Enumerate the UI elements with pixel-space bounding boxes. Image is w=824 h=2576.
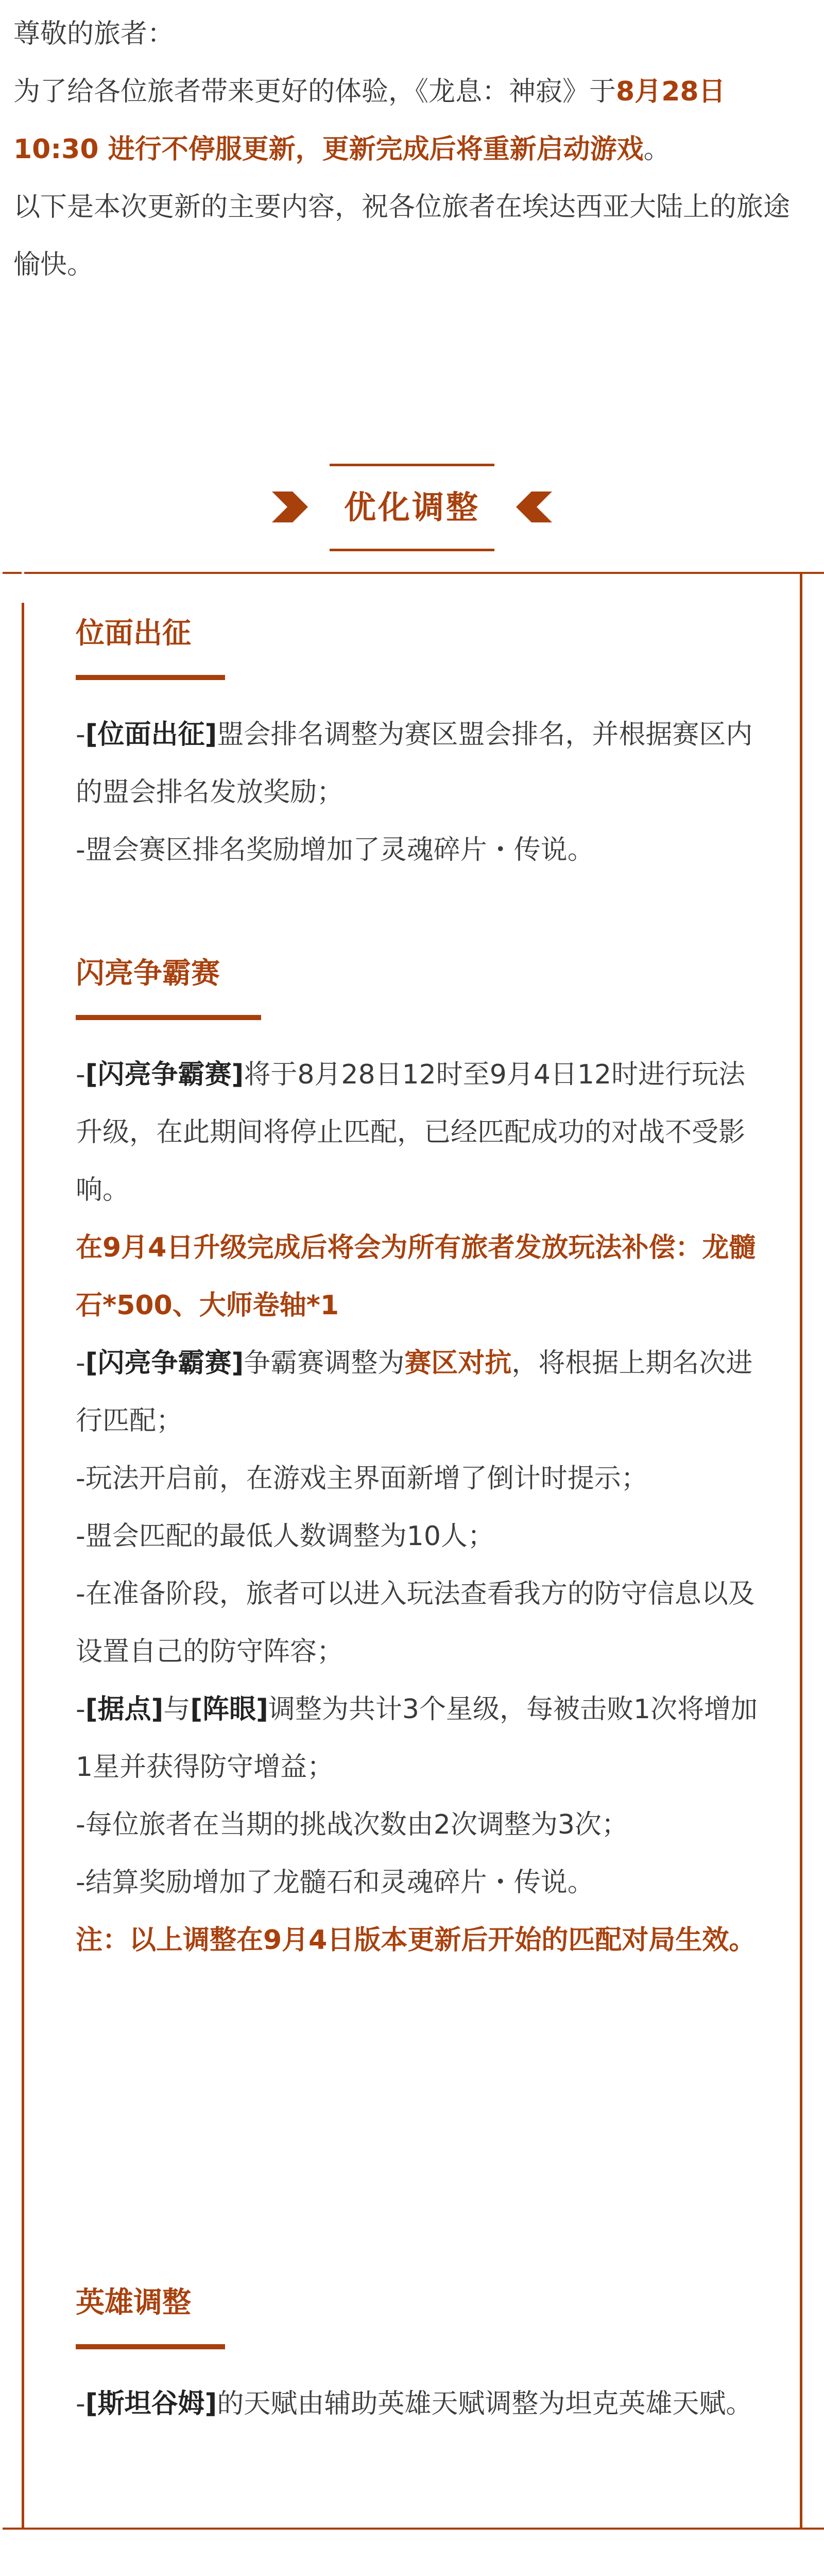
intro-paragraph-2: 以下是本次更新的主要内容，祝各位旅者在埃达西亚大陆上的旅途愉快。 bbox=[13, 192, 791, 280]
subheading-underline bbox=[76, 1015, 261, 1020]
section-box-optimization bbox=[22, 572, 802, 2530]
list-item: -每位旅者在当期的挑战次数由2次调整为3次； bbox=[76, 1809, 628, 1840]
box-top-rule bbox=[3, 572, 824, 574]
item-prefix: - bbox=[76, 835, 85, 866]
subheading-underline bbox=[76, 675, 225, 680]
section-title-optimization bbox=[0, 464, 824, 551]
item-tag: [闪亮争霸赛] bbox=[85, 1059, 244, 1090]
item-prefix: - bbox=[76, 1348, 85, 1379]
plane-expedition-list bbox=[76, 706, 766, 879]
item-prefix: - bbox=[76, 1694, 85, 1725]
item-prefix: - bbox=[76, 1059, 85, 1090]
box-bottom-rule bbox=[3, 2528, 824, 2530]
item-text: 调整为共计3个星级，每被击败1次将增加1星并获得防守增益； bbox=[76, 1694, 758, 1783]
item-tag: [据点] bbox=[85, 1694, 164, 1725]
list-item: -在准备阶段，旅者可以进入玩法查看我方的防守信息以及设置自己的防守阵容； bbox=[76, 1579, 755, 1667]
title-line-top bbox=[330, 464, 494, 466]
intro-p1-end: 。 bbox=[643, 134, 671, 165]
item-tag: [位面出征] bbox=[85, 719, 217, 750]
item-text: 的天赋由辅助英雄天赋调整为坦克英雄天赋。 bbox=[217, 2388, 753, 2419]
item-prefix: - bbox=[76, 719, 85, 750]
hero-adjustment-list bbox=[76, 2375, 766, 2433]
intro-paragraph-1 bbox=[13, 63, 811, 178]
title-line-bottom bbox=[330, 549, 494, 551]
item-text: 盟会排名调整为赛区盟会排名，并根据赛区内的盟会排名发放奖励； bbox=[76, 719, 753, 808]
item-text: 与 bbox=[163, 1694, 191, 1725]
item-highlight: 赛区对抗 bbox=[404, 1348, 512, 1379]
list-item: -玩法开启前，在游戏主界面新增了倒计时提示； bbox=[76, 1463, 648, 1494]
list-item bbox=[76, 2375, 766, 2433]
subheading-underline bbox=[76, 2344, 225, 2349]
chevron-left-icon bbox=[495, 492, 552, 522]
list-item bbox=[76, 1681, 766, 1796]
item-tag: [斯坦谷姆] bbox=[85, 2388, 217, 2419]
list-item: -盟会匹配的最低人数调整为10人； bbox=[76, 1521, 494, 1552]
intro-p1-start: 为了给各位旅者带来更好的体验，《龙息：神寂》于 bbox=[13, 76, 616, 107]
list-item bbox=[76, 1046, 766, 1219]
list-item: -结算奖励增加了龙髓石和灵魂碎片・传说。 bbox=[76, 1867, 594, 1898]
subheading-plane-expedition: 位面出征 bbox=[76, 617, 191, 650]
list-item bbox=[76, 1334, 766, 1450]
shining-championship-list bbox=[76, 1046, 766, 1969]
intro-block bbox=[13, 5, 811, 294]
item-tag: [闪亮争霸赛] bbox=[85, 1348, 244, 1379]
compensation-notice: 在9月4日升级完成后将会为所有旅者发放玩法补偿：龙髓石*500、大师卷轴*1 bbox=[76, 1232, 756, 1321]
subheading-shining-championship: 闪亮争霸赛 bbox=[76, 957, 220, 990]
item-prefix: - bbox=[76, 2388, 85, 2419]
effective-note: 注：以上调整在9月4日版本更新后开始的匹配对局生效。 bbox=[76, 1925, 756, 1956]
list-item bbox=[76, 706, 766, 821]
box-left-cap-top bbox=[22, 572, 24, 603]
section-title-text: 优化调整 bbox=[344, 488, 480, 526]
intro-p1-highlight: 8月28日10:30 进行不停服更新，更新完成后将重新启动游戏 bbox=[13, 76, 726, 165]
item-text: ，将根据上期名次进行匹配； bbox=[76, 1348, 753, 1436]
greeting: 尊敬的旅者： bbox=[13, 19, 175, 49]
list-item bbox=[76, 821, 766, 879]
item-text: 盟会赛区排名奖励增加了灵魂碎片・传说。 bbox=[85, 835, 594, 866]
item-text: 将于8月28日12时至9月4日12时进行玩法升级，在此期间将停止匹配，已经匹配成功的对战不受影响。 bbox=[76, 1059, 746, 1206]
item-tag: [阵眼] bbox=[190, 1694, 268, 1725]
subheading-hero-adjustment: 英雄调整 bbox=[76, 2286, 191, 2319]
item-text: 争霸赛调整为 bbox=[244, 1348, 405, 1379]
